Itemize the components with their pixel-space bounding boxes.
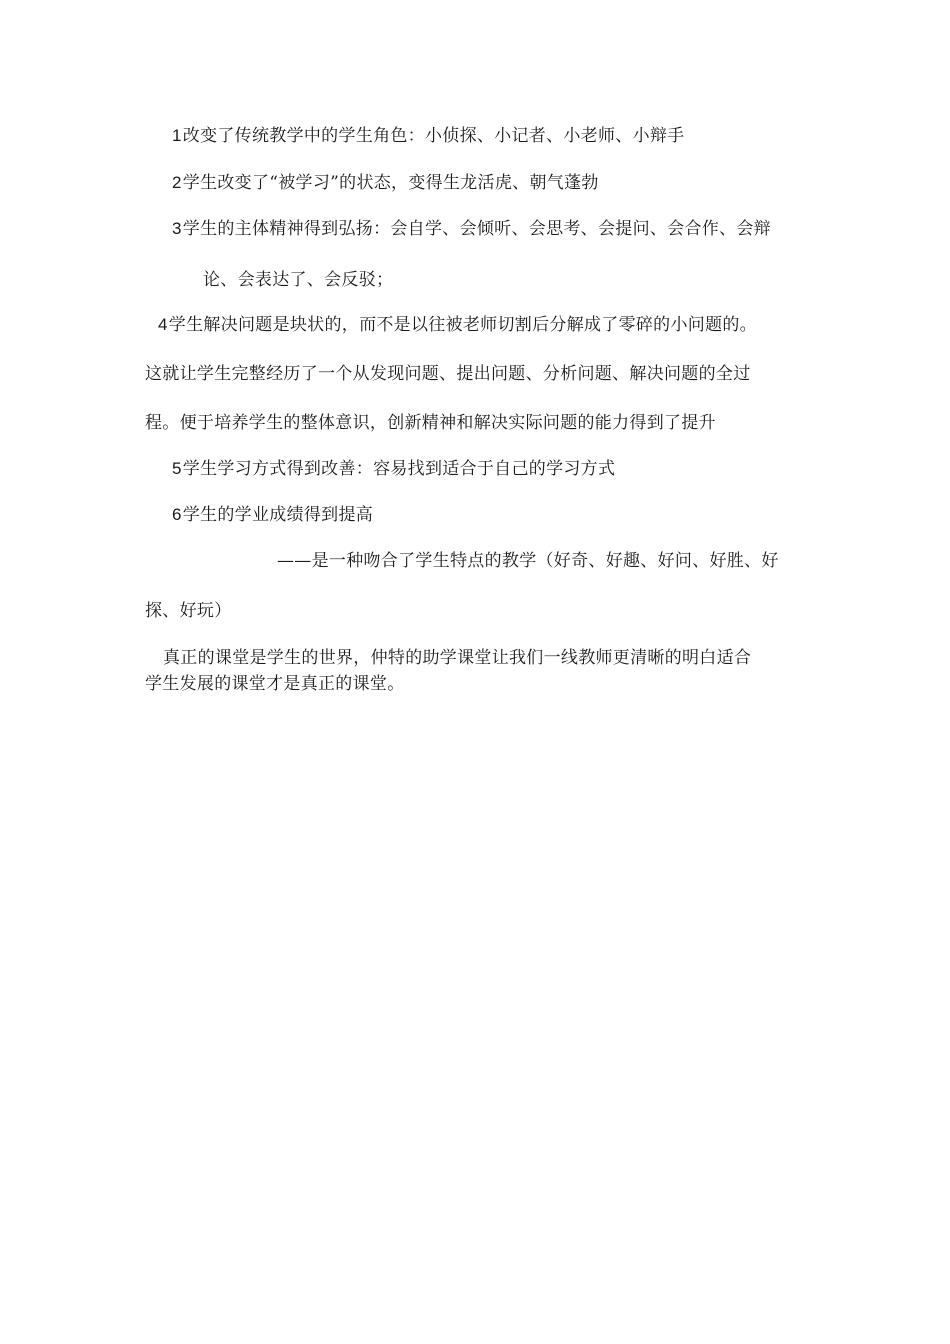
summary-line-2: 探、好玩） [145, 601, 232, 621]
item-number: 6 [172, 505, 182, 524]
item-number: 3 [172, 219, 182, 238]
item-number: 4 [158, 315, 168, 334]
list-item-5 [172, 458, 615, 480]
list-item-2 [172, 172, 599, 194]
list-item-3 [172, 218, 771, 240]
item-number: 5 [172, 459, 182, 478]
list-item-3-continuation: 论、会表达了、会反驳； [203, 270, 394, 290]
list-item-4-continuation-2: 程。便于培养学生的整体意识，创新精神和解决实际问题的能力得到了提升 [145, 413, 716, 433]
closing-line-2: 学生发展的课堂才是真正的课堂。 [145, 674, 405, 694]
summary-line-1: ——是一种吻合了学生特点的教学（好奇、好趣、好问、好胜、好 [277, 551, 779, 571]
list-item-4 [158, 314, 757, 336]
list-item-6 [172, 504, 373, 526]
item-text: 学生的学业成绩得到提高 [182, 505, 374, 525]
item-text: 学生学习方式得到改善：容易找到适合于自己的学习方式 [182, 459, 616, 479]
item-number: 2 [172, 173, 182, 192]
list-item-4-continuation-1: 这就让学生完整经历了一个从发现问题、提出问题、分析问题、解决问题的全过 [145, 364, 751, 384]
item-text: 学生解决问题是块状的，而不是以往被老师切割后分解成了零碎的小问题的。 [168, 315, 757, 335]
item-text: 学生的主体精神得到弘扬：会自学、会倾听、会思考、会提问、会合作、会辩 [182, 219, 771, 239]
item-text: 改变了传统教学中的学生角色：小侦探、小记者、小老师、小辩手 [182, 126, 685, 146]
list-item-1 [172, 125, 684, 147]
item-text: 学生改变了“被学习”的状态，变得生龙活虎、朝气蓬勃 [182, 173, 599, 193]
item-number: 1 [172, 126, 182, 145]
closing-line-1: 真正的课堂是学生的世界，仲特的助学课堂让我们一线教师更清晰的明白适合 [163, 648, 752, 668]
